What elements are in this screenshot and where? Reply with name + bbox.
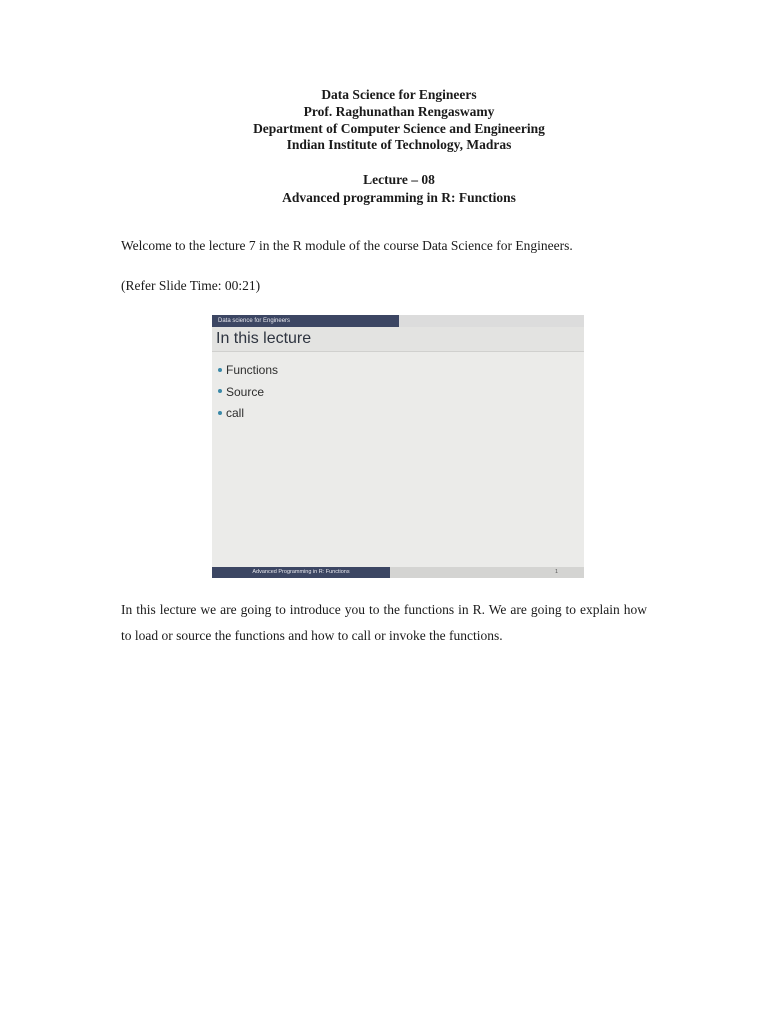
institute-name: Indian Institute of Technology, Madras [286, 137, 512, 153]
slide-page-number: 1 [554, 569, 558, 575]
slide-title: In this lecture [216, 330, 312, 347]
professor-name: Prof. Raghunathan Rengaswamy [303, 103, 495, 119]
bullet-dot-icon [218, 368, 222, 372]
department-name: Department of Computer Science and Engineering [253, 120, 545, 136]
bullet-dot-icon [218, 411, 222, 415]
intro-paragraph: Welcome to the lecture 7 in the R module of the course Data Science for Engineers. [121, 238, 573, 253]
bullet-dot-icon [218, 389, 222, 393]
lecture-number: Lecture – 08 [363, 172, 435, 187]
document-header [0, 87, 768, 154]
slide-bullet-item: Functions [218, 360, 278, 382]
course-title: Data Science for Engineers [321, 87, 477, 102]
slide-footer-label: Advanced Programming in R: Functions [212, 567, 390, 578]
slide-bullet-list [218, 360, 278, 425]
slide-top-banner: Data science for Engineers [212, 315, 399, 327]
lecture-slide-image [212, 315, 584, 578]
slide-bullet-item: Source [218, 382, 278, 404]
slide-footer-bar [212, 567, 584, 578]
body-paragraph: In this lecture we are going to introduce you to the functions in R. We are going to explain how to load or source the functions and how to call or invoke the functions. [121, 602, 647, 643]
slide-top-bar [212, 315, 584, 327]
slide-bullet-item: call [218, 403, 278, 425]
slide-time-reference: (Refer Slide Time: 00:21) [121, 278, 261, 293]
lecture-title: Advanced programming in R: Functions [282, 189, 516, 205]
lecture-heading [0, 171, 768, 206]
